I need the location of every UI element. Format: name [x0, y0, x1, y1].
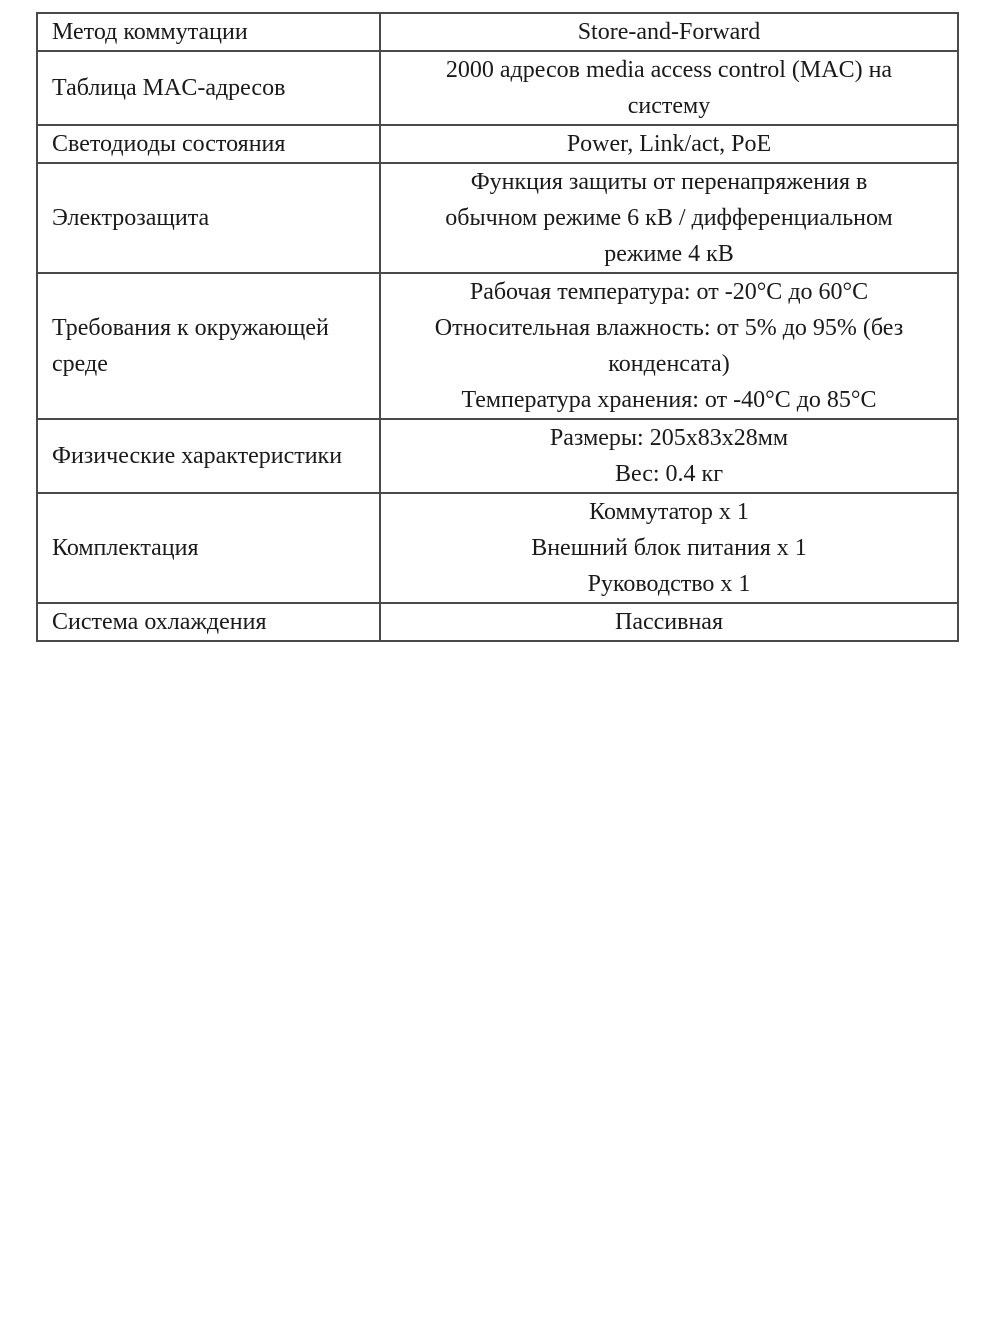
row-value: [380, 603, 958, 641]
table-row-status-leds: [37, 125, 958, 163]
value-line: обычном режиме 6 кВ / дифференциальном: [445, 205, 893, 231]
row-value: [380, 163, 958, 273]
value-line: Коммутатор х 1: [589, 499, 749, 525]
table-row-surge-protection: [37, 163, 958, 273]
value-line: систему: [627, 93, 711, 119]
row-value: [380, 125, 958, 163]
table-row-cooling: [37, 603, 958, 641]
value-line: Функция защиты от перенапряжения в: [470, 169, 868, 195]
row-label: Физические характеристики: [37, 419, 380, 493]
value-line: Рабочая температура: от -20°C до 60°C: [469, 279, 869, 305]
row-value: [380, 419, 958, 493]
value-line: конденсата): [608, 351, 730, 377]
table-row-package-contents: [37, 493, 958, 603]
value-line: Power, Link/act, PoE: [566, 131, 772, 157]
value-line: Store-and-Forward: [577, 19, 761, 45]
row-label: Таблица MAC-адресов: [37, 51, 380, 125]
value-line: Руководство х 1: [587, 571, 751, 597]
row-value: [380, 51, 958, 125]
row-value: [380, 493, 958, 603]
value-line: Внешний блок питания х 1: [531, 535, 807, 561]
row-label: Требования к окружающей среде: [37, 273, 380, 419]
row-label: Метод коммутации: [37, 13, 380, 51]
table-row-mac-table: [37, 51, 958, 125]
table-row-environment: [37, 273, 958, 419]
row-label: Комплектация: [37, 493, 380, 603]
row-label: Электрозащита: [37, 163, 380, 273]
row-label: Светодиоды состояния: [37, 125, 380, 163]
value-line: Относительная влажность: от 5% до 95% (без: [434, 315, 904, 341]
value-line: Пассивная: [615, 609, 723, 635]
value-line: Вес: 0.4 кг: [614, 461, 724, 487]
row-value: [380, 13, 958, 51]
table-row-switching-method: [37, 13, 958, 51]
value-line: Размеры: 205x83x28мм: [549, 425, 789, 451]
table-row-physical: [37, 419, 958, 493]
value-line: Температура хранения: от -40°C до 85°C: [461, 387, 877, 413]
row-label: Система охлаждения: [37, 603, 380, 641]
spec-table: [36, 12, 959, 642]
row-value: [380, 273, 958, 419]
value-line: 2000 адресов media access control (MAC) на: [445, 57, 893, 83]
value-line: режиме 4 кВ: [604, 241, 734, 267]
